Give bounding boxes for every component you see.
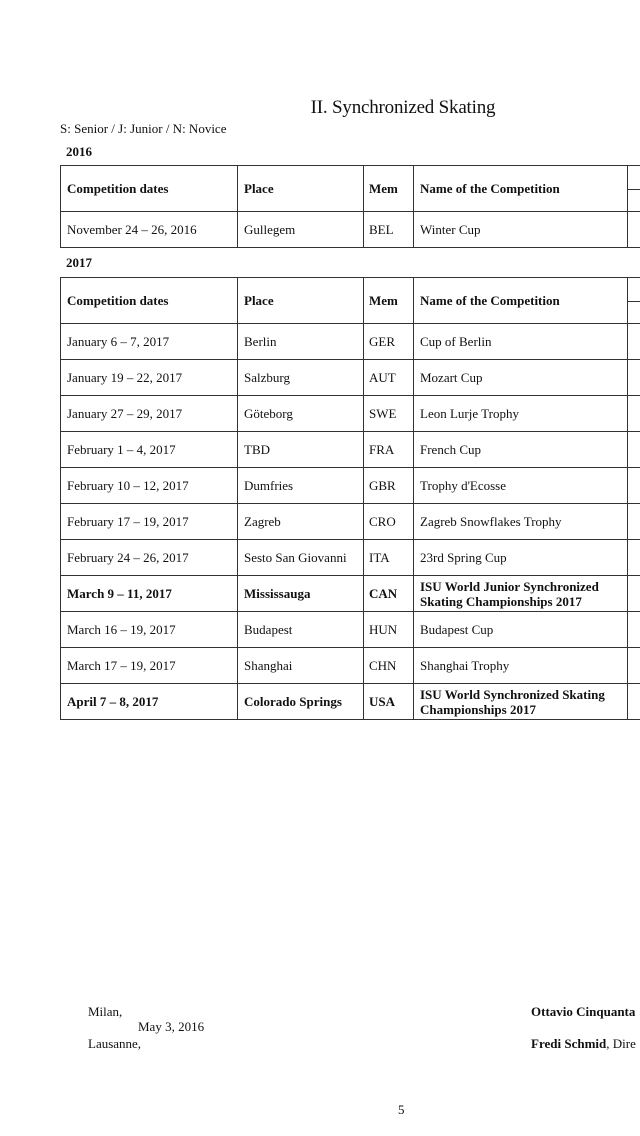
competition-member: AUT xyxy=(364,360,414,396)
table-row xyxy=(61,468,640,504)
table-row-championship xyxy=(61,684,640,720)
competition-date: November 24 – 26, 2016 xyxy=(61,212,238,248)
competition-name: 23rd Spring Cup xyxy=(414,540,628,576)
signatory-director-name: Fredi Schmid xyxy=(531,1036,607,1051)
table-row xyxy=(61,540,640,576)
table-row xyxy=(61,360,640,396)
table-header-row xyxy=(61,166,640,212)
competition-member: GER xyxy=(364,324,414,360)
header-competition-name: Name of the Competition xyxy=(414,166,628,212)
competition-place: Gullegem xyxy=(238,212,364,248)
competition-date: February 1 – 4, 2017 xyxy=(61,432,238,468)
header-place: Place xyxy=(238,166,364,212)
signatory-director-title: , Dire xyxy=(606,1036,636,1051)
competition-name: Leon Lurje Trophy xyxy=(414,396,628,432)
page-number: 5 xyxy=(398,1102,405,1117)
competition-date: February 17 – 19, 2017 xyxy=(61,504,238,540)
header-member: Mem xyxy=(364,166,414,212)
table-row-championship xyxy=(61,576,640,612)
competition-extra xyxy=(628,612,640,648)
competition-member: CHN xyxy=(364,648,414,684)
table-row xyxy=(61,648,640,684)
competition-extra xyxy=(628,684,640,720)
competition-date: March 17 – 19, 2017 xyxy=(61,648,238,684)
competition-name: Shanghai Trophy xyxy=(414,648,628,684)
competitions-table-2016 xyxy=(60,165,640,248)
category-legend: S: Senior / J: Junior / N: Novice xyxy=(60,121,227,136)
competition-place: Zagreb xyxy=(238,504,364,540)
competition-name: Trophy d'Ecosse xyxy=(414,468,628,504)
header-member: Mem xyxy=(364,278,414,324)
signatory-director xyxy=(531,1036,636,1052)
competition-name: Budapest Cup xyxy=(414,612,628,648)
competition-date: February 10 – 12, 2017 xyxy=(61,468,238,504)
footer-city-milan: Milan, xyxy=(88,1004,123,1019)
competition-date: February 24 – 26, 2017 xyxy=(61,540,238,576)
competition-extra xyxy=(628,212,640,248)
table-row xyxy=(61,212,640,248)
section-title: II. Synchronized Skating xyxy=(310,97,496,118)
competition-place: Sesto San Giovanni xyxy=(238,540,364,576)
competition-name: ISU World Junior Synchronized Skating Championships 2017 xyxy=(414,576,628,612)
competition-extra xyxy=(628,324,640,360)
competition-place: Mississauga xyxy=(238,576,364,612)
competition-place: Göteborg xyxy=(238,396,364,432)
competition-place: Salzburg xyxy=(238,360,364,396)
competition-date: March 16 – 19, 2017 xyxy=(61,612,238,648)
competition-extra xyxy=(628,360,640,396)
competition-place: Berlin xyxy=(238,324,364,360)
competition-extra xyxy=(628,396,640,432)
competition-member: GBR xyxy=(364,468,414,504)
competition-extra xyxy=(628,540,640,576)
competition-name: Zagreb Snowflakes Trophy xyxy=(414,504,628,540)
header-extra-column xyxy=(628,166,640,212)
competition-extra xyxy=(628,504,640,540)
competition-member: BEL xyxy=(364,212,414,248)
header-competition-dates: Competition dates xyxy=(61,278,238,324)
competition-member: CRO xyxy=(364,504,414,540)
competition-name: ISU World Synchronized Skating Championships 2017 xyxy=(414,684,628,720)
competition-member: FRA xyxy=(364,432,414,468)
competition-date: January 27 – 29, 2017 xyxy=(61,396,238,432)
competition-name: French Cup xyxy=(414,432,628,468)
table-row xyxy=(61,324,640,360)
competition-date: January 6 – 7, 2017 xyxy=(61,324,238,360)
competition-name: Winter Cup xyxy=(414,212,628,248)
competition-name: Cup of Berlin xyxy=(414,324,628,360)
competition-place: Colorado Springs xyxy=(238,684,364,720)
header-place: Place xyxy=(238,278,364,324)
header-competition-name: Name of the Competition xyxy=(414,278,628,324)
competition-place: Budapest xyxy=(238,612,364,648)
competition-member: CAN xyxy=(364,576,414,612)
competition-date: March 9 – 11, 2017 xyxy=(61,576,238,612)
signatory-president: Ottavio Cinquanta xyxy=(531,1004,636,1019)
table-row xyxy=(61,432,640,468)
year-label-2016: 2016 xyxy=(66,144,92,159)
competition-member: USA xyxy=(364,684,414,720)
header-extra-column xyxy=(628,278,640,324)
table-row xyxy=(61,504,640,540)
competition-member: ITA xyxy=(364,540,414,576)
header-competition-dates: Competition dates xyxy=(61,166,238,212)
table-row xyxy=(61,396,640,432)
competition-place: Shanghai xyxy=(238,648,364,684)
year-label-2017: 2017 xyxy=(66,255,92,270)
competition-date: April 7 – 8, 2017 xyxy=(61,684,238,720)
competition-extra xyxy=(628,432,640,468)
competition-date: January 19 – 22, 2017 xyxy=(61,360,238,396)
competitions-table-2017 xyxy=(60,277,640,720)
competition-member: SWE xyxy=(364,396,414,432)
competition-extra xyxy=(628,468,640,504)
competition-name: Mozart Cup xyxy=(414,360,628,396)
footer-date: May 3, 2016 xyxy=(138,1019,205,1034)
competition-place: Dumfries xyxy=(238,468,364,504)
competition-place: TBD xyxy=(238,432,364,468)
table-row xyxy=(61,612,640,648)
competition-extra xyxy=(628,648,640,684)
competition-extra xyxy=(628,576,640,612)
footer-city-lausanne: Lausanne, xyxy=(88,1036,142,1051)
table-header-row xyxy=(61,278,640,324)
competition-member: HUN xyxy=(364,612,414,648)
